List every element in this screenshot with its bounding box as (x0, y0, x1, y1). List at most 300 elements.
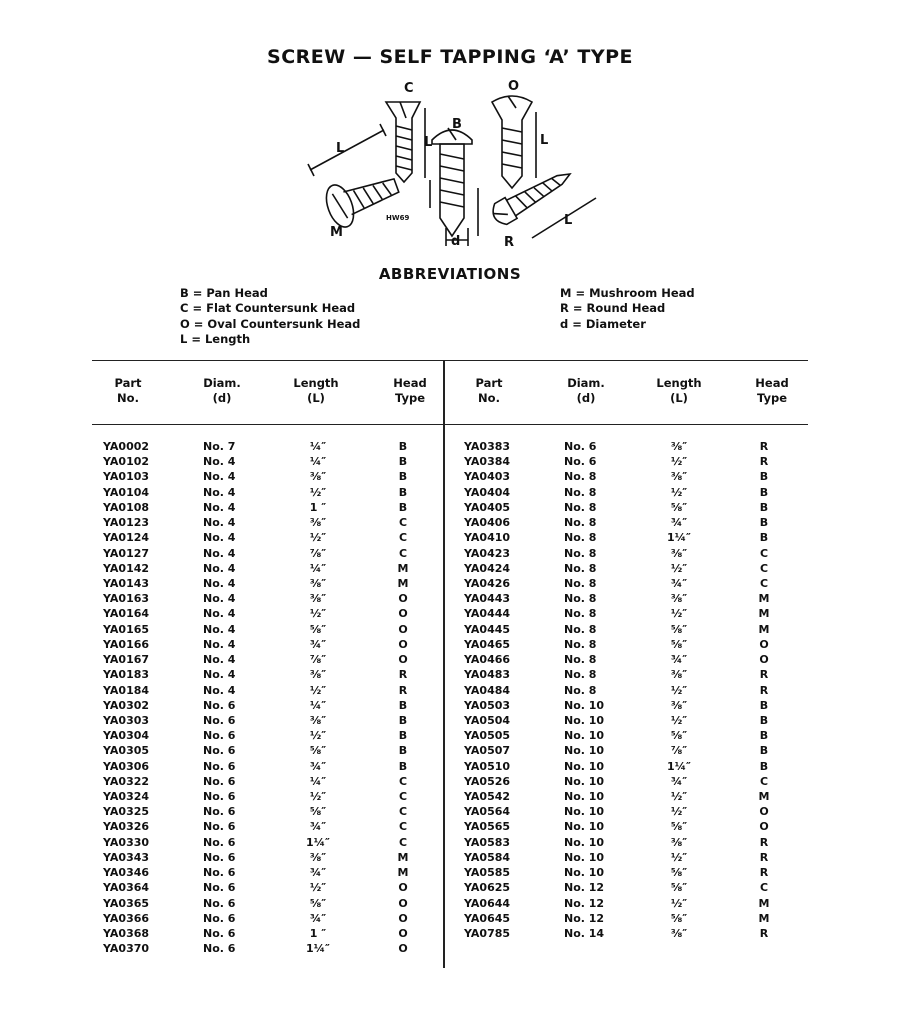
part-number: YA0424 (464, 561, 511, 575)
length: ⅜″ (670, 668, 688, 682)
figure-label-b: B (452, 117, 462, 132)
head-type: B (398, 500, 408, 514)
diameter: No. 4 (203, 516, 236, 530)
header-type-line2: Type (756, 391, 787, 405)
length: 1¼″ (306, 942, 330, 956)
length: ½″ (670, 683, 688, 697)
part-number: YA0167 (103, 653, 150, 667)
header-type-right (746, 376, 798, 406)
part-number: YA0542 (464, 790, 511, 804)
part-number: YA0484 (464, 683, 511, 697)
part-number: YA0445 (464, 622, 511, 636)
part-number: YA0142 (103, 561, 150, 575)
part-number: YA0326 (103, 820, 150, 834)
part-number: YA0002 (103, 440, 150, 453)
length: ⅜″ (670, 440, 688, 453)
head-type: O (398, 637, 408, 651)
diameter: No. 6 (203, 698, 236, 712)
head-type: O (759, 637, 769, 651)
part-number: YA0370 (103, 942, 150, 956)
length: ¾″ (670, 774, 688, 788)
diameter: No. 10 (564, 744, 605, 758)
head-type: C (759, 774, 769, 788)
table-top-rule (92, 360, 808, 361)
length: ⅝″ (670, 866, 688, 880)
length: 1 ″ (309, 500, 327, 514)
diameter: No. 14 (564, 927, 605, 940)
head-type: B (398, 759, 408, 773)
diameter: No. 10 (564, 835, 605, 849)
length: ⅝″ (670, 500, 688, 514)
length: 1¼″ (667, 759, 691, 773)
head-type: O (759, 820, 769, 834)
diameter: No. 12 (564, 896, 605, 910)
length: ½″ (309, 881, 327, 895)
length: ½″ (670, 607, 688, 621)
length: ¾″ (309, 911, 327, 925)
length: 1¼″ (306, 835, 330, 849)
part-number: YA0423 (464, 546, 511, 560)
length: ⅝″ (309, 622, 327, 636)
length: ¼″ (309, 440, 327, 453)
header-type-left (384, 376, 436, 406)
head-type: O (398, 942, 408, 956)
abbreviation-d: d = Diameter (560, 316, 646, 331)
diameter: No. 6 (203, 896, 236, 910)
part-number: YA0785 (464, 927, 511, 940)
diameter: No. 10 (564, 866, 605, 880)
diameter: No. 4 (203, 637, 236, 651)
diameter: No. 6 (203, 911, 236, 925)
header-diam-right (556, 376, 616, 406)
diameter: No. 8 (564, 607, 597, 621)
part-number: YA0644 (464, 896, 511, 910)
diameter: No. 6 (203, 850, 236, 864)
head-type: C (398, 774, 408, 788)
head-type: C (759, 576, 769, 590)
figure-label-l-mushroom: L (336, 141, 345, 156)
header-length-line1: Length (656, 376, 702, 390)
header-diam-left (192, 376, 252, 406)
header-part-line2: No. (117, 391, 139, 405)
head-type: O (398, 592, 408, 606)
diameter: No. 4 (203, 485, 236, 499)
diameter: No. 6 (203, 759, 236, 773)
head-type: R (759, 440, 769, 453)
part-number: YA0405 (464, 500, 511, 514)
part-number: YA0343 (103, 850, 150, 864)
head-type: R (759, 866, 769, 880)
oval-countersunk-screw (492, 96, 532, 188)
header-length-line2: (L) (307, 391, 325, 405)
part-number: YA0526 (464, 774, 511, 788)
diameter: No. 6 (203, 881, 236, 895)
diameter: No. 6 (203, 790, 236, 804)
length: ⅝″ (670, 622, 688, 636)
head-type: R (759, 668, 769, 682)
diameter: No. 6 (203, 942, 236, 956)
length: ⅜″ (309, 516, 327, 530)
head-type: M (397, 576, 409, 590)
abbreviation-b: B = Pan Head (180, 286, 268, 300)
diameter: No. 6 (203, 744, 236, 758)
part-number: YA0325 (103, 805, 150, 819)
length: ⅞″ (670, 744, 688, 758)
length: ⅝″ (670, 637, 688, 651)
part-number: YA0404 (464, 485, 511, 499)
part-number: YA0127 (103, 546, 150, 560)
head-type: O (398, 896, 408, 910)
length: ½″ (670, 850, 688, 864)
head-type: R (759, 835, 769, 849)
length: ⅜″ (670, 835, 688, 849)
abbreviation-r: R = Round Head (560, 301, 666, 316)
part-number: YA0406 (464, 516, 511, 530)
head-type: B (759, 500, 769, 514)
diameter: No. 8 (564, 653, 597, 667)
head-type: O (398, 607, 408, 621)
abbreviations-right (560, 286, 695, 332)
length: ½″ (309, 531, 327, 545)
head-type: B (398, 440, 408, 453)
head-type: O (759, 653, 769, 667)
head-type: R (759, 455, 769, 469)
figure-label-d: d (451, 234, 461, 249)
diameter: No. 8 (564, 668, 597, 682)
diameter: No. 10 (564, 698, 605, 712)
head-type: M (397, 850, 409, 864)
head-type: M (758, 911, 770, 925)
part-number: YA0383 (464, 440, 511, 453)
head-type: O (398, 911, 408, 925)
head-type: R (398, 683, 408, 697)
head-type: C (398, 531, 408, 545)
head-type: M (758, 592, 770, 606)
head-type: C (759, 561, 769, 575)
diameter: No. 6 (203, 805, 236, 819)
part-number: YA0505 (464, 729, 511, 743)
length: ⅜″ (670, 546, 688, 560)
diameter: No. 10 (564, 850, 605, 864)
part-number: YA0108 (103, 500, 150, 514)
diameter: No. 4 (203, 470, 236, 484)
length: ½″ (670, 485, 688, 499)
head-type: M (397, 561, 409, 575)
head-type: C (759, 881, 769, 895)
header-type-line1: Head (393, 376, 427, 390)
diameter: No. 4 (203, 607, 236, 621)
diameter: No. 4 (203, 592, 236, 606)
part-number: YA0183 (103, 668, 150, 682)
part-number: YA0384 (464, 455, 511, 469)
head-type: B (759, 531, 769, 545)
part-number: YA0364 (103, 881, 150, 895)
part-number: YA0305 (103, 744, 150, 758)
head-type: C (398, 820, 408, 834)
diameter: No. 8 (564, 622, 597, 636)
diameter: No. 4 (203, 500, 236, 514)
diameter: No. 4 (203, 455, 236, 469)
abbreviation-m: M = Mushroom Head (560, 286, 695, 300)
diameter: No. 10 (564, 759, 605, 773)
head-type: C (398, 546, 408, 560)
part-number: YA0104 (103, 485, 150, 499)
part-number: YA0304 (103, 729, 150, 743)
part-number: YA0302 (103, 698, 150, 712)
length: ⅝″ (309, 744, 327, 758)
diameter: No. 8 (564, 683, 597, 697)
abbreviation-l: L = Length (180, 331, 251, 346)
diameter: No. 6 (203, 927, 236, 940)
part-number: YA0565 (464, 820, 511, 834)
diameter: No. 8 (564, 531, 597, 545)
head-type: B (759, 470, 769, 484)
diameter: No. 10 (564, 729, 605, 743)
diameter: No. 6 (203, 835, 236, 849)
header-diam-line2: (d) (212, 391, 232, 405)
pan-head-screw (432, 128, 472, 236)
header-part-line1: Part (475, 376, 503, 390)
length: ¼″ (309, 698, 327, 712)
head-type: B (398, 729, 408, 743)
diameter: No. 4 (203, 546, 236, 560)
part-number: YA0585 (464, 866, 511, 880)
figure-reference: HW69 (386, 214, 410, 222)
diameter: No. 4 (203, 668, 236, 682)
head-type: C (398, 835, 408, 849)
diameter: No. 10 (564, 820, 605, 834)
length: ½″ (670, 561, 688, 575)
table-header-rule (92, 424, 808, 425)
part-number: YA0324 (103, 790, 150, 804)
part-number: YA0564 (464, 805, 511, 819)
head-type: M (758, 896, 770, 910)
length: ⅜″ (670, 592, 688, 606)
part-number: YA0102 (103, 455, 150, 469)
length: ¾″ (309, 637, 327, 651)
header-type-line2: Type (394, 391, 425, 405)
diameter: No. 8 (564, 576, 597, 590)
diameter: No. 4 (203, 653, 236, 667)
head-type: R (759, 683, 769, 697)
part-number: YA0164 (103, 607, 150, 621)
head-type: B (398, 698, 408, 712)
header-type-line1: Head (755, 376, 789, 390)
head-type: B (398, 485, 408, 499)
diameter: No. 12 (564, 881, 605, 895)
header-diam-line1: Diam. (567, 376, 605, 390)
length: ⅜″ (309, 592, 327, 606)
flat-countersunk-screw (386, 102, 420, 182)
part-number: YA0303 (103, 713, 150, 727)
head-type: B (759, 729, 769, 743)
diameter: No. 10 (564, 713, 605, 727)
head-type: B (759, 744, 769, 758)
figure-label-r: R (504, 235, 515, 250)
length: ¾″ (670, 576, 688, 590)
length: ⅝″ (670, 820, 688, 834)
length: ⅜″ (670, 698, 688, 712)
header-length-left (286, 376, 346, 406)
part-number: YA0466 (464, 653, 511, 667)
part-number: YA0368 (103, 927, 150, 940)
length: ⅝″ (670, 911, 688, 925)
head-type: M (758, 607, 770, 621)
head-type: B (398, 744, 408, 758)
diameter: No. 8 (564, 561, 597, 575)
diameter: No. 6 (203, 774, 236, 788)
length: ¾″ (309, 820, 327, 834)
diameter: No. 10 (564, 774, 605, 788)
length: ½″ (309, 790, 327, 804)
diameter: No. 10 (564, 805, 605, 819)
part-number: YA0184 (103, 683, 150, 697)
header-length-right (649, 376, 709, 406)
diameter: No. 4 (203, 576, 236, 590)
abbreviation-c: C = Flat Countersunk Head (180, 301, 356, 316)
part-number: YA0443 (464, 592, 511, 606)
head-type: R (759, 927, 769, 940)
figure-label-l-oval: L (540, 133, 549, 148)
length: ⅜″ (309, 713, 327, 727)
diameter: No. 6 (203, 713, 236, 727)
diameter: No. 4 (203, 622, 236, 636)
part-number: YA0163 (103, 592, 150, 606)
length: ⅜″ (309, 576, 327, 590)
part-number: YA0124 (103, 531, 150, 545)
head-type: C (398, 805, 408, 819)
length: ⅜″ (309, 668, 327, 682)
header-length-line1: Length (293, 376, 339, 390)
diameter: No. 6 (203, 866, 236, 880)
part-number: YA0645 (464, 911, 511, 925)
abbreviation-o: O = Oval Countersunk Head (180, 316, 361, 331)
diameter: No. 6 (203, 729, 236, 743)
length: ½″ (670, 713, 688, 727)
head-type: R (759, 850, 769, 864)
length: ¾″ (309, 866, 327, 880)
head-type: O (398, 653, 408, 667)
part-number: YA0410 (464, 531, 511, 545)
diameter: No. 10 (564, 790, 605, 804)
length: ½″ (309, 607, 327, 621)
head-type: R (398, 668, 408, 682)
head-type: M (397, 866, 409, 880)
part-number: YA0123 (103, 516, 150, 530)
part-number: YA0426 (464, 576, 511, 590)
head-type: M (758, 790, 770, 804)
part-number: YA0346 (103, 866, 150, 880)
length: 1 ″ (309, 927, 327, 940)
length: ⅝″ (670, 729, 688, 743)
figure-label-l-round: L (564, 213, 573, 228)
part-number: YA0444 (464, 607, 511, 621)
head-type: B (398, 713, 408, 727)
part-number: YA0365 (103, 896, 150, 910)
diameter: No. 8 (564, 485, 597, 499)
length: ⅜″ (670, 927, 688, 940)
part-number: YA0510 (464, 759, 511, 773)
header-part-line1: Part (114, 376, 142, 390)
head-type: O (398, 881, 408, 895)
length: ½″ (670, 805, 688, 819)
length: ⅞″ (309, 653, 327, 667)
head-type: O (759, 805, 769, 819)
length: ¼″ (309, 455, 327, 469)
diameter: No. 8 (564, 546, 597, 560)
head-type: O (398, 622, 408, 636)
diameter: No. 7 (203, 440, 236, 453)
diameter: No. 4 (203, 683, 236, 697)
head-type: B (759, 759, 769, 773)
length: ¾″ (670, 516, 688, 530)
length: ⅝″ (309, 805, 327, 819)
part-number: YA0465 (464, 637, 511, 651)
part-number: YA0504 (464, 713, 511, 727)
diameter: No. 8 (564, 500, 597, 514)
part-number: YA0483 (464, 668, 511, 682)
length: ½″ (670, 790, 688, 804)
head-type: O (398, 927, 408, 940)
diameter: No. 8 (564, 592, 597, 606)
header-part-line2: No. (478, 391, 500, 405)
length: ⅜″ (309, 470, 327, 484)
length: ¼″ (309, 774, 327, 788)
header-part-no-right (461, 376, 517, 406)
header-diam-line2: (d) (576, 391, 596, 405)
table-column-divider (443, 361, 445, 968)
length: ¾″ (309, 759, 327, 773)
head-type: B (759, 698, 769, 712)
screw-types-illustration (300, 78, 610, 250)
header-length-line2: (L) (670, 391, 688, 405)
part-number: YA0583 (464, 835, 511, 849)
diameter: No. 6 (203, 820, 236, 834)
length: ⅜″ (670, 470, 688, 484)
length: ½″ (309, 729, 327, 743)
length: ⅞″ (309, 546, 327, 560)
part-number: YA0166 (103, 637, 150, 651)
abbreviations-heading: ABBREVIATIONS (378, 265, 522, 283)
diameter: No. 4 (203, 531, 236, 545)
part-number: YA0584 (464, 850, 511, 864)
figure-label-c: C (404, 81, 414, 96)
diameter: No. 8 (564, 637, 597, 651)
length: ½″ (309, 683, 327, 697)
part-number: YA0366 (103, 911, 150, 925)
head-type: C (398, 516, 408, 530)
length: ⅝″ (670, 881, 688, 895)
length: 1¼″ (667, 531, 691, 545)
part-number: YA0143 (103, 576, 150, 590)
figure-label-m: M (330, 225, 343, 240)
page-title: SCREW — SELF TAPPING ‘A’ TYPE (267, 46, 633, 68)
length: ¾″ (670, 653, 688, 667)
diameter: No. 6 (564, 455, 597, 469)
head-type: B (398, 455, 408, 469)
length: ½″ (309, 485, 327, 499)
length: ¼″ (309, 561, 327, 575)
head-type: C (759, 546, 769, 560)
part-number: YA0322 (103, 774, 150, 788)
header-diam-line1: Diam. (203, 376, 241, 390)
head-type: M (758, 622, 770, 636)
figure-label-o: O (508, 79, 520, 94)
part-number: YA0403 (464, 470, 511, 484)
part-number: YA0625 (464, 881, 511, 895)
part-number: YA0306 (103, 759, 150, 773)
head-type: B (759, 713, 769, 727)
